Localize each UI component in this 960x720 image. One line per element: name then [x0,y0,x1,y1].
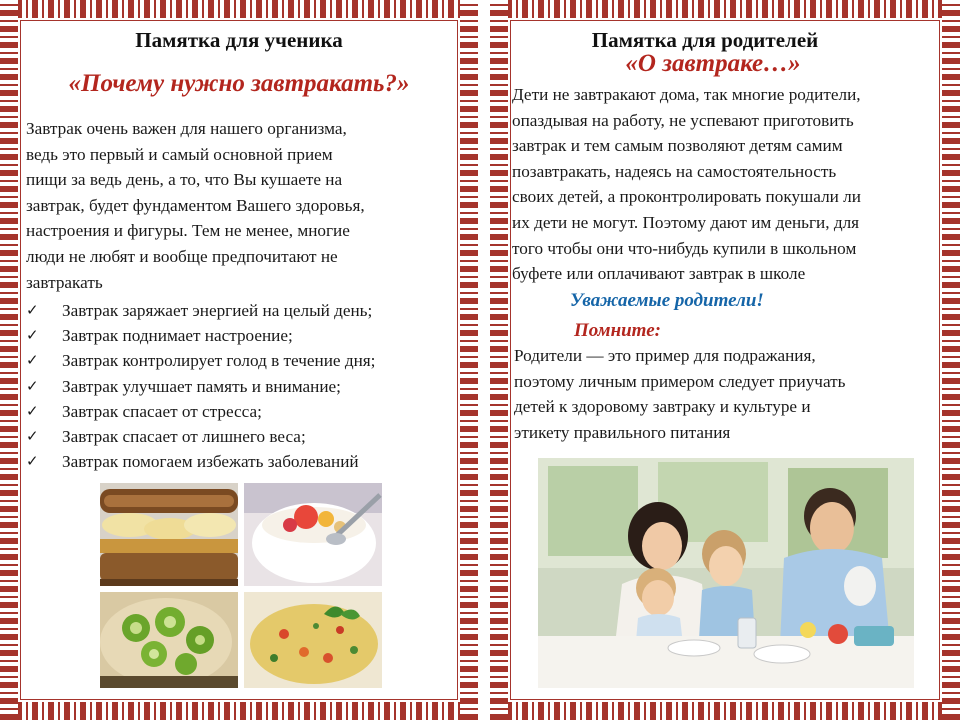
paragraph-line: опаздывая на работу, не успевают приготовить [512,110,854,130]
student-memo-title: Памятка для ученика [135,28,343,52]
paragraph-line: завтрак, будет фундаментом Вашего здоровья, [26,195,365,215]
paragraph-line: их дети не могут. Поэтому дают им деньги, для [512,212,860,232]
paragraph-line: этикету правильного питания [514,422,731,442]
paragraph-line: своих детей, а проконтролировать покушали ли [512,187,861,207]
paragraph-line: поэтому личным примером следует приучать [514,371,846,391]
paragraph-line: завтракать [26,272,103,292]
paragraph-line: Завтрак очень важен для нашего организма, [26,119,347,138]
ornament-border-left [490,0,508,720]
sandwich-photo [100,483,238,586]
checkmark-icon: ✓ [26,376,39,395]
student-memo-subtitle: «Почему нужно завтракать?» [68,70,410,97]
paragraph-line: настроения и фигуры. Тем не менее, многие [26,221,350,241]
parent-memo-panel [490,0,960,720]
ornament-border-bottom [0,702,478,720]
paragraph-line: Дети не завтракают дома, так многие родители, [512,85,861,104]
paragraph-line: того чтобы они что-нибудь купили в школьном [512,238,857,258]
paragraph-line: Родители — это пример для подражания, [514,346,816,365]
checkmark-icon: ✓ [26,301,39,319]
student-memo-panel [0,0,478,720]
kiwi-oatmeal-photo [100,592,238,688]
parent-memo-title: Памятка для родителей [591,28,819,52]
paragraph-line: пищи за ведь день, а то, что Вы кушаете на [26,170,343,190]
paragraph-line: ведь это первый и самый основной прием [26,144,333,164]
ornament-border-bottom [490,702,960,720]
parent-intro-paragraph [512,82,948,287]
checkmark-icon: ✓ [26,401,39,420]
paragraph-line: завтрак и тем самым позволяют детям самим [512,136,843,156]
benefits-checklist [26,298,466,474]
checkmark-icon: ✓ [26,452,39,471]
family-breakfast-photo [538,458,914,688]
checkmark-icon: ✓ [26,427,39,446]
list-item: ✓ Завтрак поднимает настроение; [26,323,466,348]
paragraph-line: позавтракать, надеясь на самостоятельность [512,161,837,181]
checkmark-icon: ✓ [26,326,39,345]
remember-heading: Помните: [574,320,661,341]
paragraph-line: буфете или оплачивают завтрак в школе [512,264,806,284]
checkmark-icon: ✓ [26,351,39,370]
list-item: ✓ Завтрак спасает от стресса; [26,399,466,424]
veggie-omelet-photo [244,592,382,688]
list-item: ✓ Завтрак спасает от лишнего веса; [26,424,466,449]
ornament-border-top [490,0,960,18]
parent-memo-subtitle: «О завтраке…» [625,50,801,77]
ornament-border-left [0,0,18,720]
list-item: ✓ Завтрак контролирует голод в течение дня; [26,348,466,373]
list-item: ✓ Завтрак помогаем избежать заболеваний [26,449,466,474]
student-intro-paragraph [26,116,466,295]
paragraph-line: люди не любят и вообще предпочитают не [26,246,338,266]
list-item: ✓ Завтрак улучшает память и внимание; [26,374,466,399]
closing-paragraph [514,343,944,445]
ornament-border-top [0,0,478,18]
appeal-heading: Уважаемые родители! [570,290,764,311]
list-item: ✓ Завтрак заряжает энергией на целый день; [26,298,466,323]
paragraph-line: детей к здоровому завтраку и культуре и [514,397,811,417]
yogurt-photo [244,483,382,586]
